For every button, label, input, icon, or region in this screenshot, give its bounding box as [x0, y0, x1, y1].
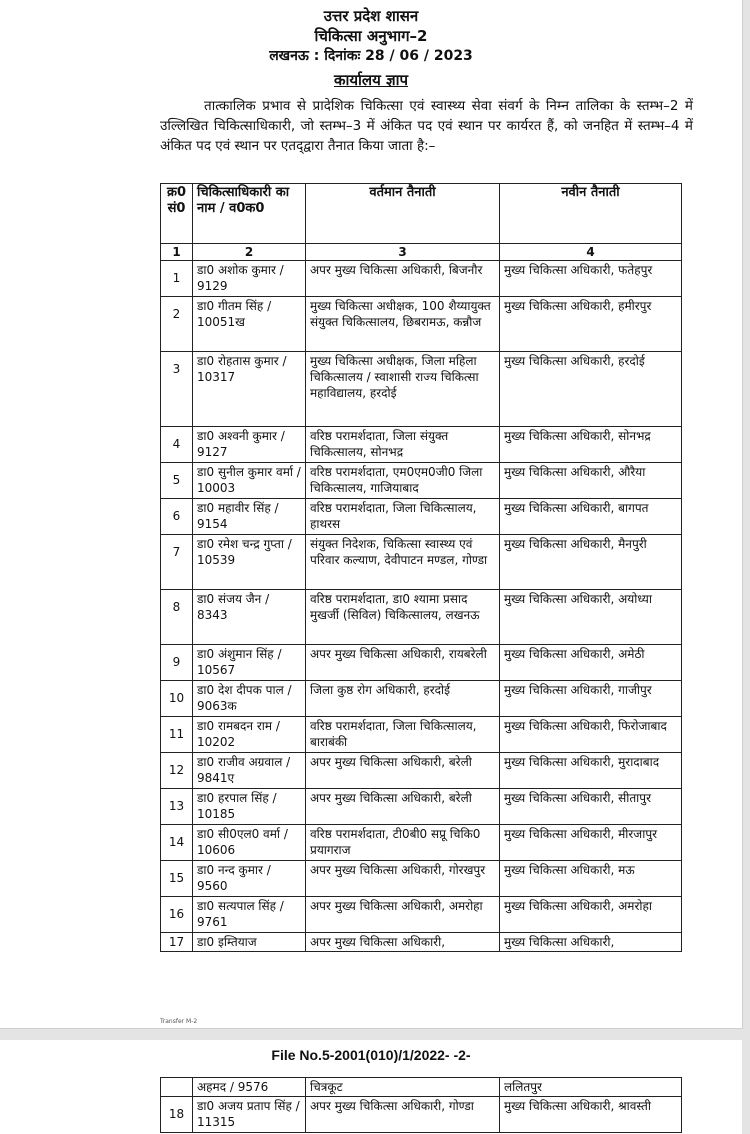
serial-cell: [161, 1078, 193, 1097]
current-posting-cell: वरिष्ठ परामर्शदाता, जिला चिकित्सालय, हाथरस: [306, 499, 500, 535]
serial-cell: 8: [161, 590, 193, 645]
officer-cell: डा0 संजय जैन / 8343: [193, 590, 306, 645]
current-posting-cell: वरिष्ठ परामर्शदाता, डा0 श्यामा प्रसाद मुखर्जी (सिविल) चिकित्सालय, लखनऊ: [306, 590, 500, 645]
new-posting-cell: मुख्य चिकित्सा अधिकारी, गाजीपुर: [500, 681, 682, 717]
officer-cell: डा0 अंशुमान सिंह / 10567: [193, 645, 306, 681]
current-posting-cell: संयुक्त निदेशक, चिकित्सा स्वास्थ्य एवं परिवार कल्याण, देवीपाटन मण्डल, गोण्डा: [306, 535, 500, 590]
new-posting-cell: मुख्य चिकित्सा अधिकारी, मीरजापुर: [500, 825, 682, 861]
new-posting-cell: मुख्य चिकित्सा अधिकारी, अमेठी: [500, 645, 682, 681]
table-body: [161, 261, 682, 952]
current-posting-cell: चित्रकूट: [306, 1078, 500, 1097]
officer-cell: डा0 रोहतास कुमार / 10317: [193, 352, 306, 427]
current-posting-cell: अपर मुख्य चिकित्सा अधिकारी, गोण्डा: [306, 1097, 500, 1133]
officer-cell: अहमद / 9576: [193, 1078, 306, 1097]
current-posting-cell: अपर मुख्य चिकित्सा अधिकारी, गोरखपुर: [306, 861, 500, 897]
serial-cell: 11: [161, 717, 193, 753]
new-posting-cell: ललितपुर: [500, 1078, 682, 1097]
place-date: लखनऊ : दिनांकः 28 / 06 / 2023: [269, 48, 473, 64]
current-posting-cell: वरिष्ठ परामर्शदाता, टी0बी0 सप्रू चिकि0 प्रयागराज: [306, 825, 500, 861]
officer-cell: डा0 इम्तियाज: [193, 933, 306, 952]
header-serial: क्र0 सं0: [161, 184, 193, 244]
intro-paragraph: [160, 96, 693, 156]
table-row: [161, 753, 682, 789]
new-posting-cell: मुख्य चिकित्सा अधिकारी, फिरोजाबाद: [500, 717, 682, 753]
table-body-continued: [161, 1078, 682, 1133]
current-posting-cell: वरिष्ठ परामर्शदाता, एम0एम0जी0 जिला चिकित्सालय, गाजियाबाद: [306, 463, 500, 499]
new-posting-cell: मुख्य चिकित्सा अधिकारी, फतेहपुर: [500, 261, 682, 297]
column-number: 4: [500, 244, 682, 261]
new-posting-cell: मुख्य चिकित्सा अधिकारी, सोनभद्र: [500, 427, 682, 463]
government-name: उत्तर प्रदेश शासन: [323, 7, 419, 25]
table-row: [161, 861, 682, 897]
officer-cell: डा0 सुनील कुमार वर्मा / 10003: [193, 463, 306, 499]
footnote: Transfer M-2: [160, 1018, 198, 1025]
new-posting-cell: मुख्य चिकित्सा अधिकारी, श्रावस्ती: [500, 1097, 682, 1133]
column-number: 1: [161, 244, 193, 261]
table-row: [161, 499, 682, 535]
table-row: [161, 297, 682, 352]
intro-text: तात्कालिक प्रभाव से प्रादेशिक चिकित्सा एवं स्वास्थ्य सेवा संवर्ग के निम्न तालिका के स्तम्भ–2 में उल्लिखित चिकित्साधिकारी, जो स्तम्भ–3 में अंकित पद एवं स्थान पर कार्यरत हैं, को जनहित में स्तम्भ–4 में अंकित पद एवं स्थान पर एतद्‌द्वारा तैनात किया जाता है:–: [160, 98, 693, 154]
officer-cell: डा0 रमेश चन्द्र गुप्ता / 10539: [193, 535, 306, 590]
column-number-row: [161, 244, 682, 261]
officer-cell: डा0 हरपाल सिंह / 10185: [193, 789, 306, 825]
section-name: चिकित्सा अनुभाग–2: [314, 27, 428, 45]
table-row: [161, 1078, 682, 1097]
table-row: [161, 789, 682, 825]
current-posting-cell: वरिष्ठ परामर्शदाता, जिला चिकित्सालय, बाराबंकी: [306, 717, 500, 753]
serial-cell: 13: [161, 789, 193, 825]
current-posting-cell: अपर मुख्य चिकित्सा अधिकारी, बिजनौर: [306, 261, 500, 297]
table-row: [161, 261, 682, 297]
officer-cell: डा0 रामबदन राम / 10202: [193, 717, 306, 753]
current-posting-cell: अपर मुख्य चिकित्सा अधिकारी, अमरोहा: [306, 897, 500, 933]
current-posting-cell: मुख्य चिकित्सा अधीक्षक, 100 शैय्यायुक्त संयुक्त चिकित्सालय, छिबरामऊ, कन्नौज: [306, 297, 500, 352]
officer-cell: डा0 राजीव अग्रवाल / 9841ए: [193, 753, 306, 789]
new-posting-cell: मुख्य चिकित्सा अधिकारी, मुरादाबाद: [500, 753, 682, 789]
new-posting-cell: मुख्य चिकित्सा अधिकारी, सीतापुर: [500, 789, 682, 825]
new-posting-cell: मुख्य चिकित्सा अधिकारी, हरदोई: [500, 352, 682, 427]
column-number: 3: [306, 244, 500, 261]
new-posting-cell: मुख्य चिकित्सा अधिकारी, मैनपुरी: [500, 535, 682, 590]
table-row: [161, 645, 682, 681]
officer-cell: डा0 अशोक कुमार / 9129: [193, 261, 306, 297]
table-row: [161, 352, 682, 427]
current-posting-cell: अपर मुख्य चिकित्सा अधिकारी, बरेली: [306, 753, 500, 789]
new-posting-cell: मुख्य चिकित्सा अधिकारी, मऊ: [500, 861, 682, 897]
serial-cell: 4: [161, 427, 193, 463]
serial-cell: 9: [161, 645, 193, 681]
new-posting-cell: मुख्य चिकित्सा अधिकारी, औरैया: [500, 463, 682, 499]
serial-cell: 1: [161, 261, 193, 297]
serial-cell: 3: [161, 352, 193, 427]
table-row: [161, 1097, 682, 1133]
new-posting-cell: मुख्य चिकित्सा अधिकारी, हमीरपुर: [500, 297, 682, 352]
transfer-table: [160, 183, 682, 952]
serial-cell: 18: [161, 1097, 193, 1133]
table-row: [161, 681, 682, 717]
current-posting-cell: वरिष्ठ परामर्शदाता, जिला संयुक्त चिकित्सालय, सोनभद्र: [306, 427, 500, 463]
officer-cell: डा0 अश्वनी कुमार / 9127: [193, 427, 306, 463]
current-posting-cell: अपर मुख्य चिकित्सा अधिकारी, रायबरेली: [306, 645, 500, 681]
serial-cell: 15: [161, 861, 193, 897]
serial-cell: 5: [161, 463, 193, 499]
file-number: File No.5-2001(010)/1/2022- -2-: [271, 1047, 471, 1063]
table-row: [161, 535, 682, 590]
serial-cell: 16: [161, 897, 193, 933]
column-number: 2: [193, 244, 306, 261]
table-header-row: [161, 184, 682, 244]
table-row: [161, 717, 682, 753]
officer-cell: डा0 अजय प्रताप सिंह / 11315: [193, 1097, 306, 1133]
serial-cell: 14: [161, 825, 193, 861]
current-posting-cell: मुख्य चिकित्सा अधीक्षक, जिला महिला चिकित्सालय / स्वाशासी राज्य चिकित्सा महाविद्यालय, हरदोई: [306, 352, 500, 427]
new-posting-cell: मुख्य चिकित्सा अधिकारी,: [500, 933, 682, 952]
transfer-table-continued: [160, 1077, 682, 1133]
officer-cell: डा0 महावीर सिंह / 9154: [193, 499, 306, 535]
officer-cell: डा0 देश दीपक पाल / 9063क: [193, 681, 306, 717]
header-new-posting: नवीन तैनाती: [500, 184, 682, 244]
header-officer: चिकित्साधिकारी का नाम / व0क0: [193, 184, 306, 244]
serial-cell: 6: [161, 499, 193, 535]
serial-cell: 10: [161, 681, 193, 717]
serial-cell: 12: [161, 753, 193, 789]
document-title: कार्यालय ज्ञाप: [333, 71, 409, 89]
table-row: [161, 825, 682, 861]
officer-cell: डा0 सत्यपाल सिंह / 9761: [193, 897, 306, 933]
new-posting-cell: मुख्य चिकित्सा अधिकारी, अमरोहा: [500, 897, 682, 933]
current-posting-cell: जिला कुष्ठ रोग अधिकारी, हरदोई: [306, 681, 500, 717]
table-row: [161, 590, 682, 645]
table-row: [161, 897, 682, 933]
new-posting-cell: मुख्य चिकित्सा अधिकारी, बागपत: [500, 499, 682, 535]
current-posting-cell: अपर मुख्य चिकित्सा अधिकारी, बरेली: [306, 789, 500, 825]
officer-cell: डा0 सी0एल0 वर्मा / 10606: [193, 825, 306, 861]
table-row: [161, 427, 682, 463]
officer-cell: डा0 नन्द कुमार / 9560: [193, 861, 306, 897]
table-row: [161, 463, 682, 499]
serial-cell: 2: [161, 297, 193, 352]
table-row: [161, 933, 682, 952]
header-current-posting: वर्तमान तैनाती: [306, 184, 500, 244]
current-posting-cell: अपर मुख्य चिकित्सा अधिकारी,: [306, 933, 500, 952]
officer-cell: डा0 गीतम सिंह / 10051ख: [193, 297, 306, 352]
new-posting-cell: मुख्य चिकित्सा अधिकारी, अयोध्या: [500, 590, 682, 645]
serial-cell: 7: [161, 535, 193, 590]
serial-cell: 17: [161, 933, 193, 952]
